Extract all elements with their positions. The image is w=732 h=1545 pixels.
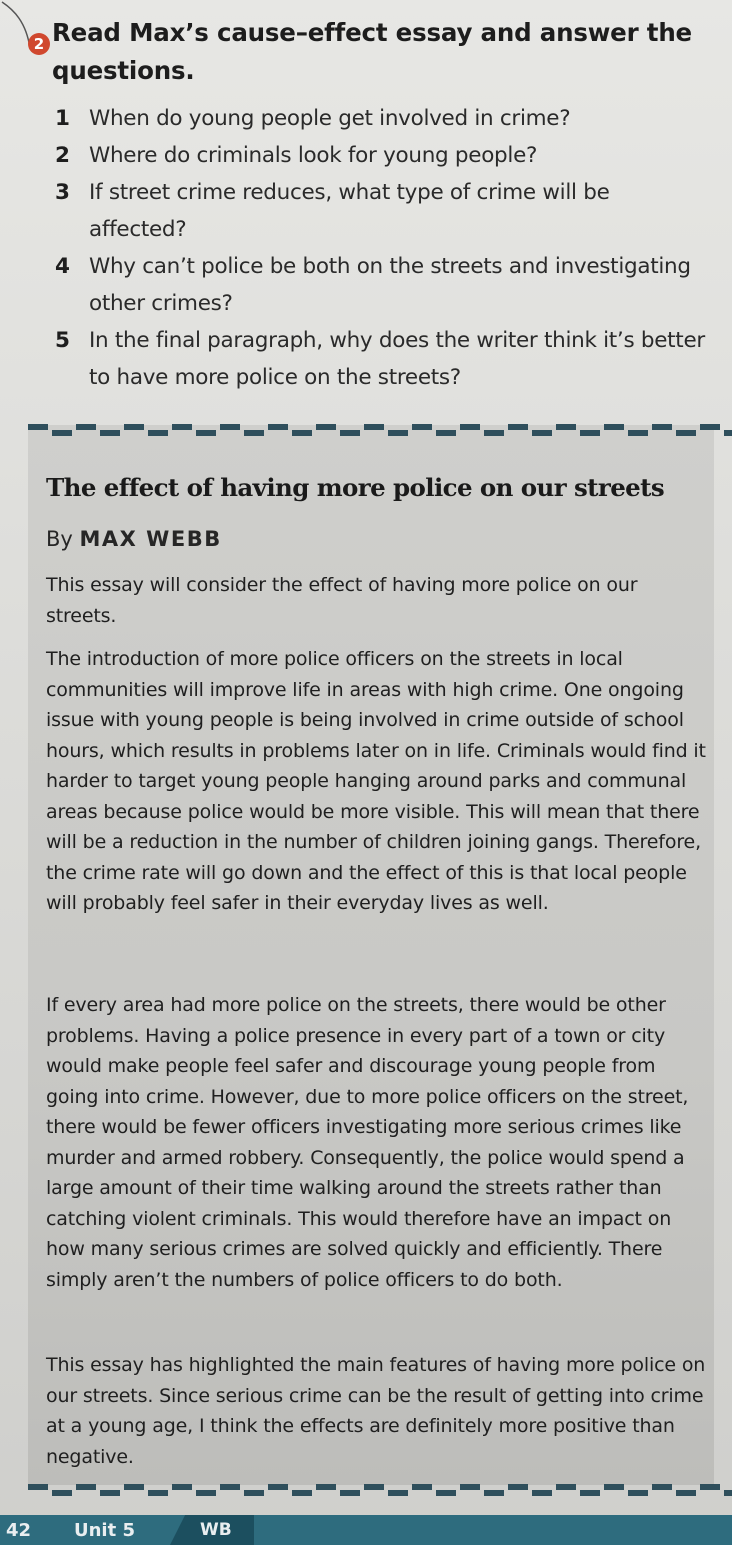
question-item: [55, 137, 705, 174]
dash-segment: [316, 1484, 336, 1490]
dash-segment: [652, 424, 672, 430]
question-number: 1: [55, 106, 70, 131]
dash-segment: [628, 430, 648, 436]
dash-segment: [196, 430, 216, 436]
question-list: [55, 100, 705, 396]
question-item: [55, 322, 705, 396]
dash-segment: [508, 1484, 528, 1490]
question-item: [55, 100, 705, 137]
dash-segment: [700, 424, 720, 430]
dash-segment: [100, 1490, 120, 1496]
dash-segment: [28, 424, 48, 430]
dash-segment: [124, 424, 144, 430]
dash-segment: [220, 1484, 240, 1490]
dash-segment: [148, 1490, 168, 1496]
dash-segment: [508, 424, 528, 430]
dash-segment: [244, 430, 264, 436]
dash-segment: [388, 1490, 408, 1496]
dash-segment: [580, 430, 600, 436]
byline-prefix: By: [46, 527, 73, 551]
question-text: When do young people get involved in crime?: [89, 106, 571, 131]
dash-segment: [436, 430, 456, 436]
dash-segment: [268, 424, 288, 430]
dash-segment: [76, 1484, 96, 1490]
dash-segment: [340, 1490, 360, 1496]
dash-segment: [148, 430, 168, 436]
dash-segment: [436, 1490, 456, 1496]
dash-segment: [172, 1484, 192, 1490]
dash-segment: [676, 430, 696, 436]
dash-segment: [220, 424, 240, 430]
question-number: 4: [55, 254, 70, 279]
dash-segment: [676, 1490, 696, 1496]
dash-segment: [460, 1484, 480, 1490]
task-instruction: Read Max’s cause–effect essay and answer the questions.: [52, 18, 692, 85]
dash-segment: [532, 430, 552, 436]
dash-segment: [484, 1490, 504, 1496]
dash-segment: [700, 1484, 720, 1490]
dash-segment: [292, 430, 312, 436]
essay-paragraph: This essay has highlighted the main features of having more police on our streets. Since serious crime can be the result of getting into crime at a young age, I think the effects are definitely more positive than negative.: [46, 1354, 706, 1468]
dash-segment: [652, 1484, 672, 1490]
bottom-dash-divider: [28, 1484, 732, 1496]
dash-segment: [604, 424, 624, 430]
book-label: WB: [200, 1520, 232, 1540]
essay-paragraph: If every area had more police on the streets, there would be other problems. Having a police presence in every part of a town or city would make people feel safer and discourage young people from going into crime. However, due to more police officers on the street, there would be fewer officers investigating more serious crimes like murder and armed robbery. Consequently, the police would spend a large amount of their time walking around the streets rather than catching violent criminals. This would therefore have an impact on how many serious crimes are solved quickly and efficiently. There simply aren’t the numbers of police officers to do both.: [46, 994, 689, 1291]
question-number: 2: [55, 143, 70, 168]
question-text: Why can’t police be both on the streets and investigating other crimes?: [89, 254, 691, 316]
dash-segment: [604, 1484, 624, 1490]
dash-segment: [412, 424, 432, 430]
unit-label: Unit 5: [74, 1520, 135, 1541]
dash-segment: [292, 1490, 312, 1496]
page-footer: [0, 1515, 732, 1545]
dash-segment: [556, 1484, 576, 1490]
dash-segment: [340, 430, 360, 436]
question-number: 5: [55, 328, 70, 353]
dash-segment: [484, 430, 504, 436]
question-item: [55, 248, 705, 322]
essay-author: MAX WEBB: [79, 527, 222, 551]
dash-segment: [580, 1490, 600, 1496]
essay-paragraph: This essay will consider the effect of having more police on our streets.: [46, 574, 638, 627]
question-text: Where do criminals look for young people?: [89, 143, 538, 168]
dash-segment: [52, 430, 72, 436]
dash-segment: [268, 1484, 288, 1490]
dash-segment: [556, 424, 576, 430]
dash-segment: [628, 1490, 648, 1496]
dash-segment: [724, 1490, 732, 1496]
essay-byline: [46, 522, 222, 556]
dash-segment: [172, 424, 192, 430]
dash-segment: [364, 424, 384, 430]
essay-paragraph: The introduction of more police officers on the streets in local communities will improve life in areas with high crime. One ongoing issue with young people is being involved in crime outside of school hours, which results in problems later on in life. Criminals would find it harder to target young people hanging around parks and communal areas because police would be more visible. This will mean that there will be a reduction in the number of children joining gangs. Therefore, the crime rate will go down and the effect of this is that local people will probably feel safer in their everyday lives as well.: [46, 648, 706, 914]
question-item: [55, 174, 705, 248]
dash-segment: [28, 1484, 48, 1490]
dash-segment: [412, 1484, 432, 1490]
dash-segment: [124, 1484, 144, 1490]
dash-segment: [460, 424, 480, 430]
dash-segment: [316, 424, 336, 430]
question-text: In the final paragraph, why does the writer think it’s better to have more police on the streets?: [89, 328, 705, 390]
question-text: If street crime reduces, what type of crime will be affected?: [89, 180, 610, 242]
dash-segment: [52, 1490, 72, 1496]
dash-segment: [724, 430, 732, 436]
top-dash-divider: [28, 424, 732, 436]
dash-segment: [196, 1490, 216, 1496]
dash-segment: [364, 1484, 384, 1490]
essay-title: The effect of having more police on our streets: [46, 473, 665, 502]
dash-segment: [244, 1490, 264, 1496]
dash-segment: [532, 1490, 552, 1496]
dash-segment: [100, 430, 120, 436]
dash-segment: [76, 424, 96, 430]
task-number-badge: 2: [28, 33, 50, 55]
question-number: 3: [55, 180, 70, 205]
dash-segment: [388, 430, 408, 436]
page-number: 42: [6, 1520, 32, 1541]
